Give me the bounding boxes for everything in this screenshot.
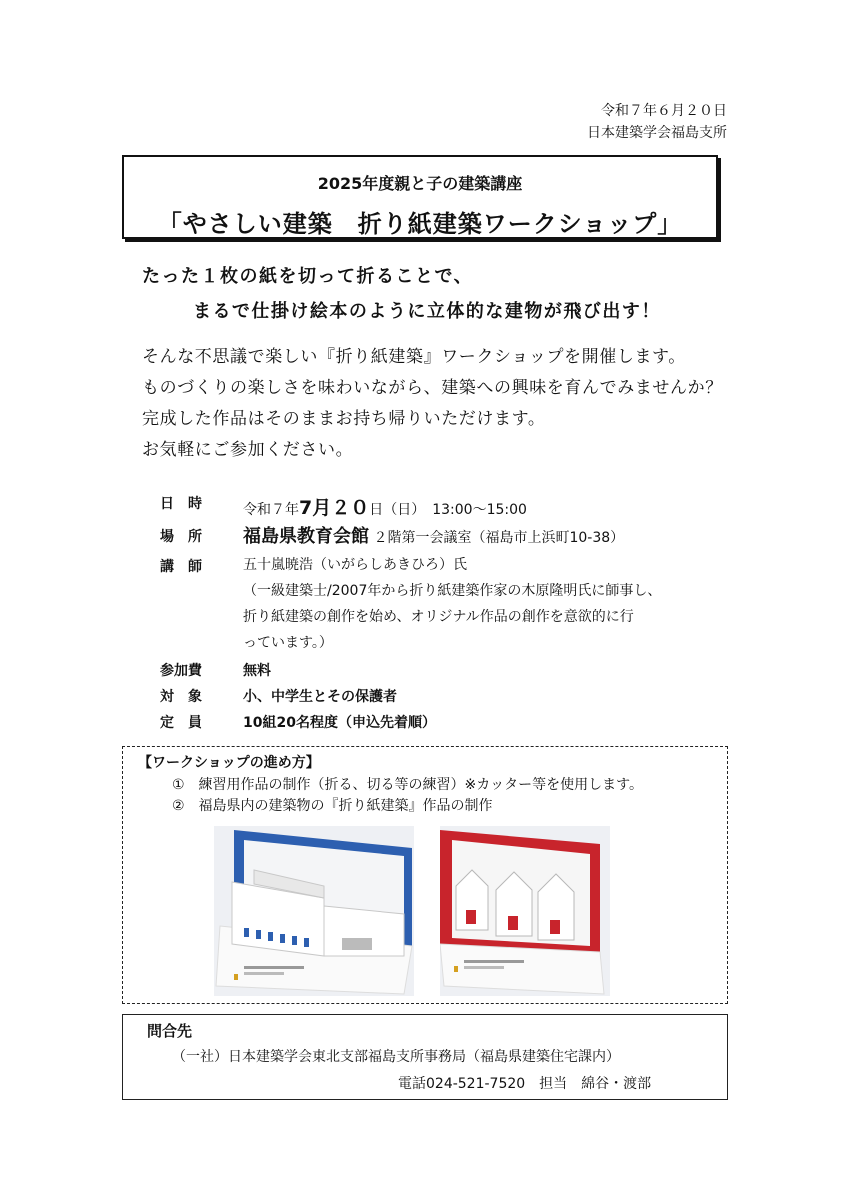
- target-label: 対象: [160, 689, 216, 705]
- capacity-label: 定員: [160, 715, 216, 731]
- intro-text: [142, 342, 723, 466]
- lecturer-bio-line: （一級建築士/2007年から折り紙建築作家の木原隆明氏に師事し、: [243, 583, 662, 599]
- lecturer-label: 講師: [160, 559, 216, 575]
- intro-line: お気軽にご参加ください。: [142, 440, 354, 460]
- lecturer-name: 五十嵐暁浩（いがらしあきひろ）氏: [243, 557, 467, 573]
- workshop-step: ② 福島県内の建築物の『折り紙建築』作品の制作: [172, 798, 493, 814]
- intro-line: そんな不思議で楽しい『折り紙建築』ワークショップを開催します。: [142, 347, 686, 367]
- document-header: [587, 100, 727, 144]
- workshop-step: ① 練習用作品の制作（折る、切る等の練習）※カッター等を使用します。: [172, 777, 644, 793]
- origami-photo-red: [440, 826, 610, 996]
- lead-line-1: たった１枚の紙を切って折ることで、: [142, 266, 474, 287]
- date-value: [243, 493, 527, 520]
- title-box: [122, 155, 718, 239]
- capacity-value: 10組20名程度（申込先着順）: [243, 715, 436, 731]
- lecturer-value: [243, 552, 661, 656]
- lead-line-2: まるで仕掛け絵本のように立体的な建物が飛び出す！: [193, 301, 661, 322]
- date-month-day: 7月２０: [299, 497, 370, 519]
- venue-name: 福島県教育会館: [243, 526, 369, 547]
- venue-label: 場所: [160, 529, 216, 545]
- date-label: 日時: [160, 496, 216, 512]
- origami-photo-blue: [214, 826, 414, 996]
- lecturer-bio-line: っています。）: [243, 635, 333, 651]
- contact-office: （一社）日本建築学会東北支部福島支所事務局（福島県建築住宅課内）: [172, 1049, 620, 1065]
- workshop-title: 【ワークショップの進め方】: [138, 755, 320, 771]
- issue-date: 令和７年６月２０日: [601, 103, 727, 119]
- fee-label: 参加費: [160, 663, 202, 679]
- venue-value: [243, 522, 624, 548]
- fee-value: 無料: [243, 663, 271, 679]
- date-suffix: 日（日） 13:00～15:00: [369, 502, 527, 518]
- intro-line: ものづくりの楽しさを味わいながら、建築への興味を育んでみませんか？: [142, 378, 723, 398]
- contact-title: 問合先: [147, 1022, 193, 1040]
- date-prefix: 令和７年: [243, 502, 299, 518]
- issuing-organization: 日本建築学会福島支所: [587, 125, 727, 141]
- event-subtitle: 2025年度親と子の建築講座: [317, 174, 523, 193]
- venue-detail: ２階第一会議室（福島市上浜町10-38）: [373, 530, 625, 546]
- lecturer-bio-line: 折り紙建築の創作を始め、オリジナル作品の創作を意欲的に行: [243, 609, 634, 625]
- intro-line: 完成した作品はそのままお持ち帰りいただけます。: [142, 409, 546, 429]
- event-title: 「やさしい建築 折り紙建築ワークショップ」: [157, 210, 683, 238]
- contact-phone: 電話024-521-7520 担当 綿谷・渡部: [398, 1076, 652, 1092]
- target-value: 小、中学生とその保護者: [243, 689, 397, 705]
